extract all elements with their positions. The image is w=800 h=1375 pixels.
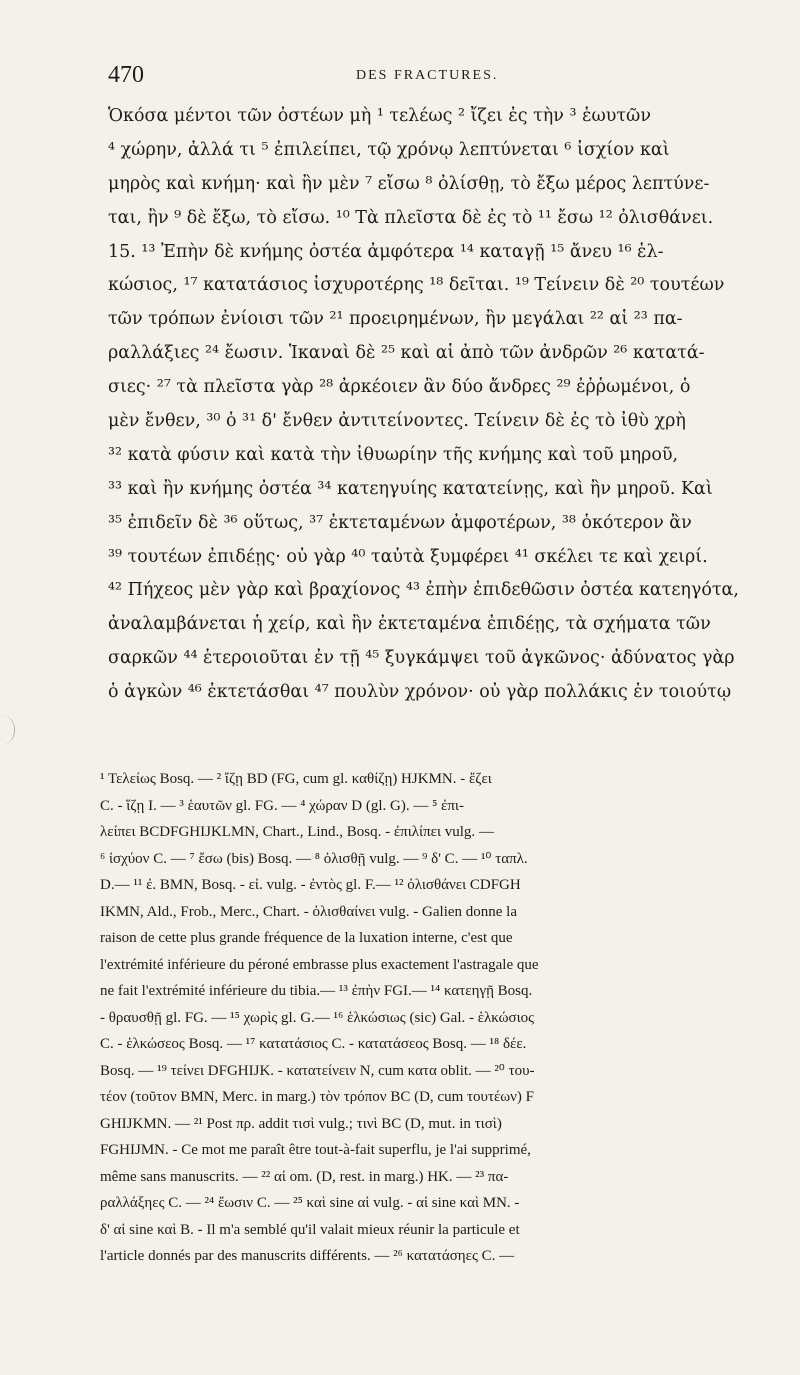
footnote-line: ραλλάξηες C. — ²⁴ ἔωσιν C. — ²⁵ καὶ sine αἱ vulg. - αἱ sine καὶ MN. -: [100, 1195, 520, 1211]
footnote-line: δ' αἱ sine καὶ B. - Il m'a semblé qu'il valait mieux réunir la particule et: [100, 1221, 520, 1238]
text-line: σαρκῶν ⁴⁴ ἑτεροιοῦται ἐν τῇ ⁴⁵ ξυγκάμψει τοῦ ἀγκῶνος· ἀδύνατος γὰρ: [108, 648, 735, 669]
text-line: ἀναλαμβάνεται ἡ χείρ, καὶ ἢν ἐκτεταμένα ἐπιδέῃς, τὰ σχήματα τῶν: [108, 614, 711, 635]
text-line: ³⁹ τουτέων ἐπιδέῃς· οὐ γὰρ ⁴⁰ ταὐτὰ ξυμφέρει ⁴¹ σκέλει τε καὶ χειρί.: [108, 546, 708, 567]
running-head: DES FRACTURES.: [356, 68, 499, 83]
page-number: 470: [108, 62, 144, 88]
text-line: μὲν ἔνθεν, ³⁰ ὁ ³¹ δ' ἔνθεν ἀντιτείνοντες. Τείνειν δὲ ἐς τὸ ἰθὺ χρὴ: [108, 411, 686, 432]
footnote-line: ne fait l'extrémité inférieure du tibia.— ¹³ ἐπὴν FGI.— ¹⁴ κατεηγῇ Bosq.: [100, 983, 533, 999]
text-line: ⁴² Πήχεος μὲν γὰρ καὶ βραχίονος ⁴³ ἐπὴν ἐπιδεθῶσιν ὀστέα κατεηγότα,: [108, 580, 739, 601]
footnote-line: l'article donnés par des manuscrits différents. — ²⁶ κατατάσηες C. —: [100, 1248, 515, 1264]
footnote-line: ⁶ ἰσχύον C. — ⁷ ἔσω (bis) Bosq. — ⁸ ὀλισθῇ vulg. — ⁹ δ' C. — ¹⁰ ταπλ.: [100, 850, 528, 867]
footnote-line: Bosq. — ¹⁹ τείνει DFGHIJK. - κατατείνειν N, cum κατα oblit. — ²⁰ του-: [100, 1062, 535, 1079]
footnotes: [100, 766, 772, 1270]
footnote-line: l'extrémité inférieure du péroné embrasse plus exactement l'astragale que: [100, 956, 539, 973]
footnote-line: IKMN, Ald., Frob., Merc., Chart. - ὀλισθαίνει vulg. - Galien donne la: [100, 903, 518, 920]
page-header: [108, 62, 758, 92]
text-line: ται, ἢν ⁹ δὲ ἔξω, τὸ εἴσω. ¹⁰ Τὰ πλεῖστα δὲ ἐς τὸ ¹¹ ἔσω ¹² ὀλισθάνει.: [108, 207, 714, 228]
text-line: ³⁵ ἐπιδεῖν δὲ ³⁶ οὕτως, ³⁷ ἐκτεταμένων ἀμφοτέρων, ³⁸ ὁκότερον ἂν: [108, 512, 692, 533]
text-line: ⁴ χώρην, ἀλλά τι ⁵ ἐπιλείπει, τῷ χρόνῳ λεπτύνεται ⁶ ἰσχίον καὶ: [108, 139, 670, 160]
text-line: μηρὸς καὶ κνήμη· καὶ ἢν μὲν ⁷ εἴσω ⁸ ὀλίσθῃ, τὸ ἔξω μέρος λεπτύνε-: [108, 173, 710, 194]
footnote-line: raison de cette plus grande fréquence de la luxation interne, c'est que: [100, 930, 513, 946]
footnote-line: même sans manuscrits. — ²² αἱ om. (D, rest. in marg.) HK. — ²³ πα-: [100, 1168, 509, 1185]
main-text: [108, 100, 770, 710]
text-line: 15. ¹³ Ἐπὴν δὲ κνήμης ὀστέα ἀμφότερα ¹⁴ καταγῇ ¹⁵ ἄνευ ¹⁶ ἑλ-: [108, 241, 664, 262]
text-line: ³³ καὶ ἢν κνήμης ὀστέα ³⁴ κατεηγυίης κατατείνῃς, καὶ ἢν μηροῦ. Καὶ: [108, 478, 713, 499]
footnote-line: C. - ἑλκώσεος Bosq. — ¹⁷ κατατάσιος C. - κατατάσεος Bosq. — ¹⁸ δέε.: [100, 1036, 527, 1052]
text-line: τῶν τρόπων ἐνίοισι τῶν ²¹ προειρημένων, ἢν μεγάλαι ²² αἱ ²³ πα-: [108, 309, 683, 330]
footnote-line: λείπει BCDFGHIJKLMN, Chart., Lind., Bosq. - ἐπιλίπει vulg. —: [100, 824, 494, 840]
text-line: σιες· ²⁷ τὰ πλεῖστα γὰρ ²⁸ ἀρκέοιεν ἂν δύο ἄνδρες ²⁹ ἐῤῥωμένοι, ὁ: [108, 377, 691, 398]
page-edge-mark: [0, 715, 15, 745]
text-line: Ὁκόσα μέντοι τῶν ὀστέων μὴ ¹ τελέως ² ἴζει ἐς τὴν ³ ἑωυτῶν: [108, 106, 651, 126]
text-line: ³² κατὰ φύσιν καὶ κατὰ τὴν ἰθυωρίην τῆς κνήμης καὶ τοῦ μηροῦ,: [108, 444, 679, 465]
text-line: ὁ ἀγκὼν ⁴⁶ ἐκτετάσθαι ⁴⁷ πουλὺν χρόνον· οὐ γὰρ πολλάκις ἐν τοιούτῳ: [108, 682, 732, 703]
footnote-line: τέον (τοῦτον BMN, Merc. in marg.) τὸν τρόπον BC (D, cum τουτέων) F: [100, 1089, 535, 1105]
footnote-line: ¹ Τελείως Bosq. — ² ἴζῃ BD (FG, cum gl. καθίζῃ) HJKMN. - ἕζει: [100, 771, 492, 787]
text-line: ραλλάξιες ²⁴ ἔωσιν. Ἱκαναὶ δὲ ²⁵ καὶ αἱ ἀπὸ τῶν ἀνδρῶν ²⁶ κατατά-: [108, 343, 705, 364]
footnote-line: C. - ἵζῃ I. — ³ ἑαυτῶν gl. FG. — ⁴ χώραν D (gl. G). — ⁵ ἐπι-: [100, 797, 464, 814]
footnote-line: - θραυσθῇ gl. FG. — ¹⁵ χωρὶς gl. G.— ¹⁶ ἑλκώσιως (sic) Gal. - ἑλκώσιος: [100, 1009, 535, 1026]
text-line: κώσιος, ¹⁷ κατατάσιος ἰσχυροτέρης ¹⁸ δεῖται. ¹⁹ Τείνειν δὲ ²⁰ τουτέων: [108, 275, 725, 296]
footnote-line: GHIJKMN. — ²¹ Post πρ. addit τισὶ vulg.; τινὶ BC (D, mut. in τισὶ): [100, 1115, 502, 1132]
footnote-line: FGHIJMN. - Ce mot me paraît être tout-à-fait superflu, je l'ai supprimé,: [100, 1142, 531, 1158]
footnote-line: D.— ¹¹ ἐ. BMN, Bosq. - εἰ. vulg. - ἐντὸς gl. F.— ¹² ὀλισθάνει CDFGH: [100, 877, 521, 893]
